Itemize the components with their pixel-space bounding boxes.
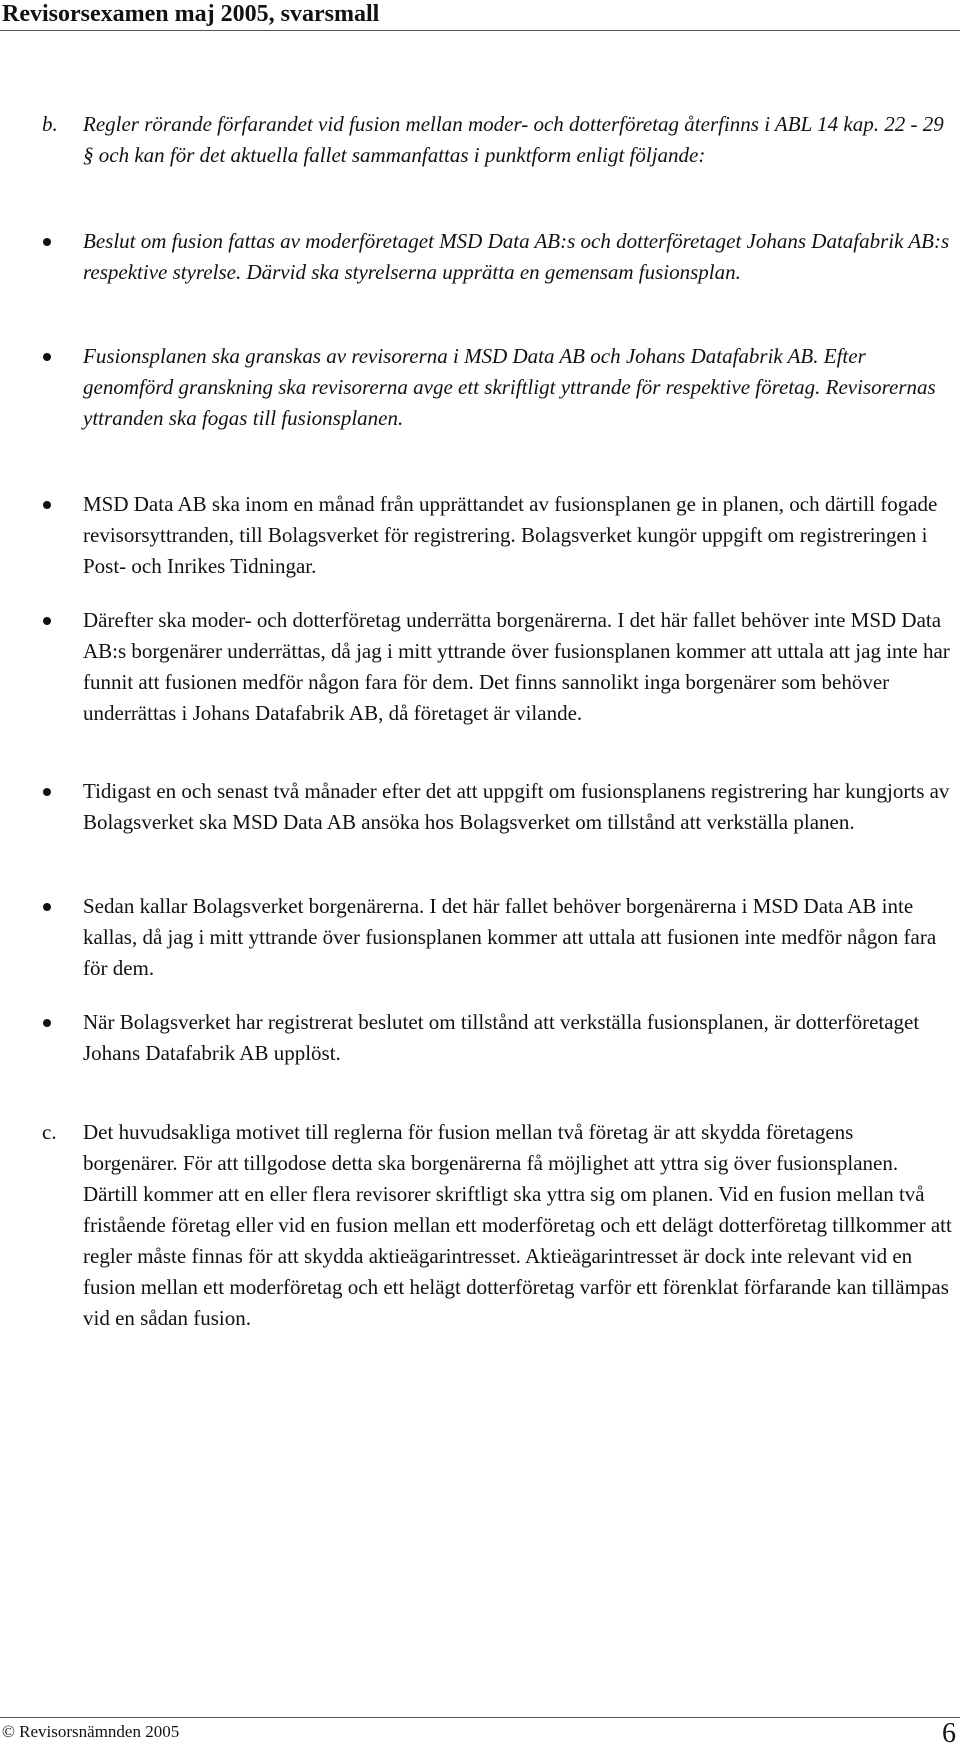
list-item-text: Sedan kallar Bolagsverket borgenärerna. I det här fallet behöver borgenärerna i MSD Data AB inte kallas, då jag i mitt yttrande över fusionsplanen kommer att uttala att fusionen inte medför någon fara för dem. — [83, 894, 937, 980]
section-b-letter: b. — [42, 112, 58, 136]
bullet-icon — [43, 501, 51, 509]
bullet-icon — [43, 903, 51, 911]
section-b-intro: Regler rörande förfarandet vid fusion mellan moder- och dotterföretag återfinns i ABL 14 kap. 22 - 29 § och kan för det aktuella fallet sammanfattas i punktform enligt följande: — [83, 112, 944, 167]
bullet-icon — [43, 353, 51, 361]
list-item-text: Tidigast en och senast två månader efter det att uppgift om fusionsplanens registrering har kungjorts av Bolagsverket ska MSD Data AB ansöka hos Bolagsverket om tillstånd att verkställa planen. — [83, 779, 950, 834]
list-item-text: När Bolagsverket har registrerat beslutet om tillstånd att verkställa fusionsplanen, är dotterföretaget Johans Datafabrik AB upplöst. — [83, 1010, 920, 1065]
section-c-text: Det huvudsakliga motivet till reglerna för fusion mellan två företag är att skydda företagens borgenärer. För att tillgodose detta ska borgenärerna få möjlighet att yttra sig över fusionsplanen. Därtill kommer att en eller flera revisorer skriftligt ska yttra sig om planen. Vid en fusion mellan två fristående företag eller vid en fusion mellan ett moderföretag och ett delägt dotterföretag tillkommer att regler måste finnas för att skydda aktieägarintresset. Aktieägarintresset är dock inte relevant vid en fusion mellan ett moderföretag och ett helägt dotterföretag varför ett förenklat förfarande kan tillämpas vid en sådan fusion. — [83, 1120, 952, 1330]
page-title: Revisorsexamen maj 2005, svarsmall — [2, 1, 380, 27]
bullet-icon — [43, 238, 51, 246]
list-item-text: Därefter ska moder- och dotterföretag underrätta borgenärerna. I det här fallet behöver inte MSD Data AB:s borgenärer underrättas, då jag i mitt yttrande över fusionsplanen kommer att uttala att jag inte har funnit att fusionen medför någon fara för dem. Det finns sannolikt inga borgenärer som behöver underrättas i Johans Datafabrik AB, då företaget är vilande. — [83, 608, 950, 725]
bullet-icon — [43, 617, 51, 625]
page-header — [0, 0, 960, 31]
list-item-text: MSD Data AB ska inom en månad från upprättandet av fusionsplanen ge in planen, och därtill fogade revisorsyttranden, till Bolagsverket för registrering. Bolagsverket kungör uppgift om registreringen i Post- och Inrikes Tidningar. — [83, 492, 938, 578]
footer-copyright: © Revisorsnämnden 2005 — [2, 1722, 180, 1741]
page-number: 6 — [942, 1718, 956, 1749]
bullet-icon — [43, 788, 51, 796]
list-item-text: Beslut om fusion fattas av moderföretaget MSD Data AB:s och dotterföretaget Johans Datafabrik AB:s respektive styrelse. Därvid ska styrelserna upprätta en gemensam fusionsplan. — [83, 229, 950, 284]
list-item-text: Fusionsplanen ska granskas av revisorerna i MSD Data AB och Johans Datafabrik AB. Efter genomförd granskning ska revisorerna avge ett skriftligt yttrande för respektive företag. Revisorernas yttranden ska fogas till fusionsplanen. — [83, 344, 936, 430]
section-c-letter: c. — [42, 1120, 57, 1144]
bullet-icon — [43, 1019, 51, 1027]
page-footer — [0, 1717, 960, 1751]
